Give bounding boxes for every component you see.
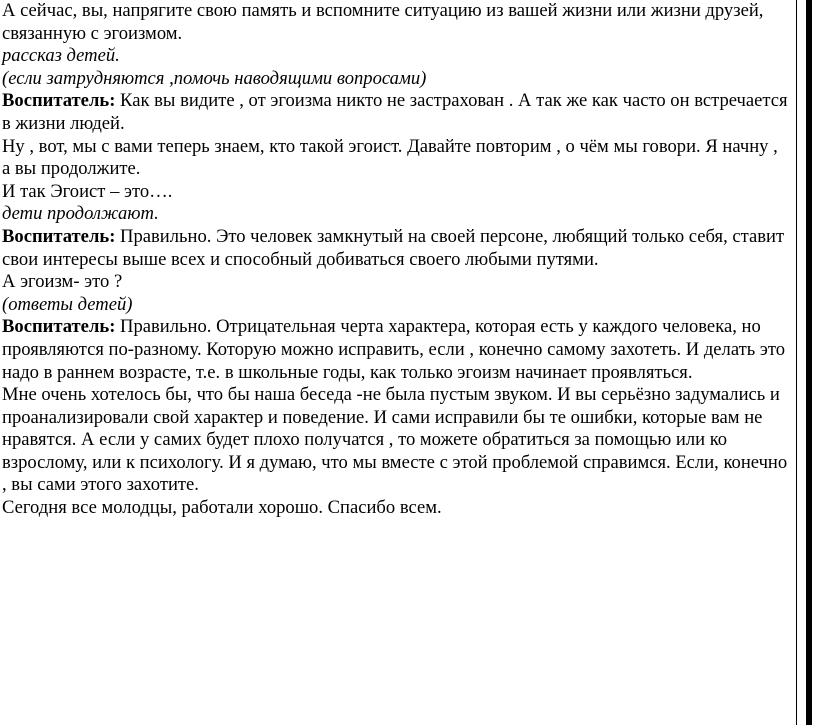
page-border-thin — [796, 0, 797, 725]
speech-text: Правильно. Отрицательная черта характера, которая есть у каждого человека, но проявляются по-разному. Которую можно исправить, если , конечно самому захотеть. И делать это надо в раннем возрасте, т.е. в школьные годы, как только эгоизм начинает проявляться. — [2, 316, 785, 383]
teacher-speech-2 — [2, 226, 790, 271]
stage-note-children-continue: дети продолжают. — [2, 203, 159, 225]
speaker-label: Воспитатель: — [2, 225, 116, 247]
paragraph-repeat: Ну , вот, мы с вами теперь знаем, кто такой эгоист. Давайте повторим , о чём мы говори. Я начну , а вы продолжите. — [2, 135, 778, 180]
speech-text: Правильно. Это человек замкнутый на своей персоне, любящий только себя, ставит свои интересы выше всех и способный добиваться своего любыми путями. — [2, 225, 785, 270]
teacher-speech-1 — [2, 90, 790, 135]
stage-note-hint: (если затрудняются ,помочь наводящими вопросами) — [2, 67, 427, 89]
speaker-label: Воспитатель: — [2, 316, 116, 338]
speech-text: Как вы видите , от эгоизма никто не застрахован . А так же как часто он встречается в жизни людей. — [2, 90, 788, 134]
paragraph-intro: А сейчас, вы, напрягите свою память и вспомните ситуацию из вашей жизни или жизни друзей, связанную с эгоизмом. — [2, 0, 764, 44]
paragraph-closing: Сегодня все молодцы, работали хорошо. Спасибо всем. — [2, 497, 442, 519]
paragraph-wish: Мне очень хотелось бы, что бы наша беседа -не была пустым звуком. И вы серьёзно задумались и проанализировали свой характер и поведение. И сами исправили бы те ошибки, которые вам не нравятся. А если у самих будет плохо получатся , то можете обратиться за помощью или ко взрослому, или к психологу. И я думаю, что мы вместе с этой проблемой справимся. Если, конечно , вы сами этого захотите. — [2, 384, 788, 496]
stage-note-children-answers: (ответы детей) — [2, 293, 133, 315]
page-border-thick — [806, 0, 812, 725]
paragraph-egoist-is: И так Эгоист – это…. — [2, 180, 173, 202]
teacher-speech-3 — [2, 316, 790, 384]
document-body — [2, 0, 790, 520]
stage-note-children-story: рассказ детей. — [2, 45, 120, 67]
speaker-label: Воспитатель: — [2, 90, 116, 112]
paragraph-egoism-is: А эгоизм- это ? — [2, 271, 123, 293]
